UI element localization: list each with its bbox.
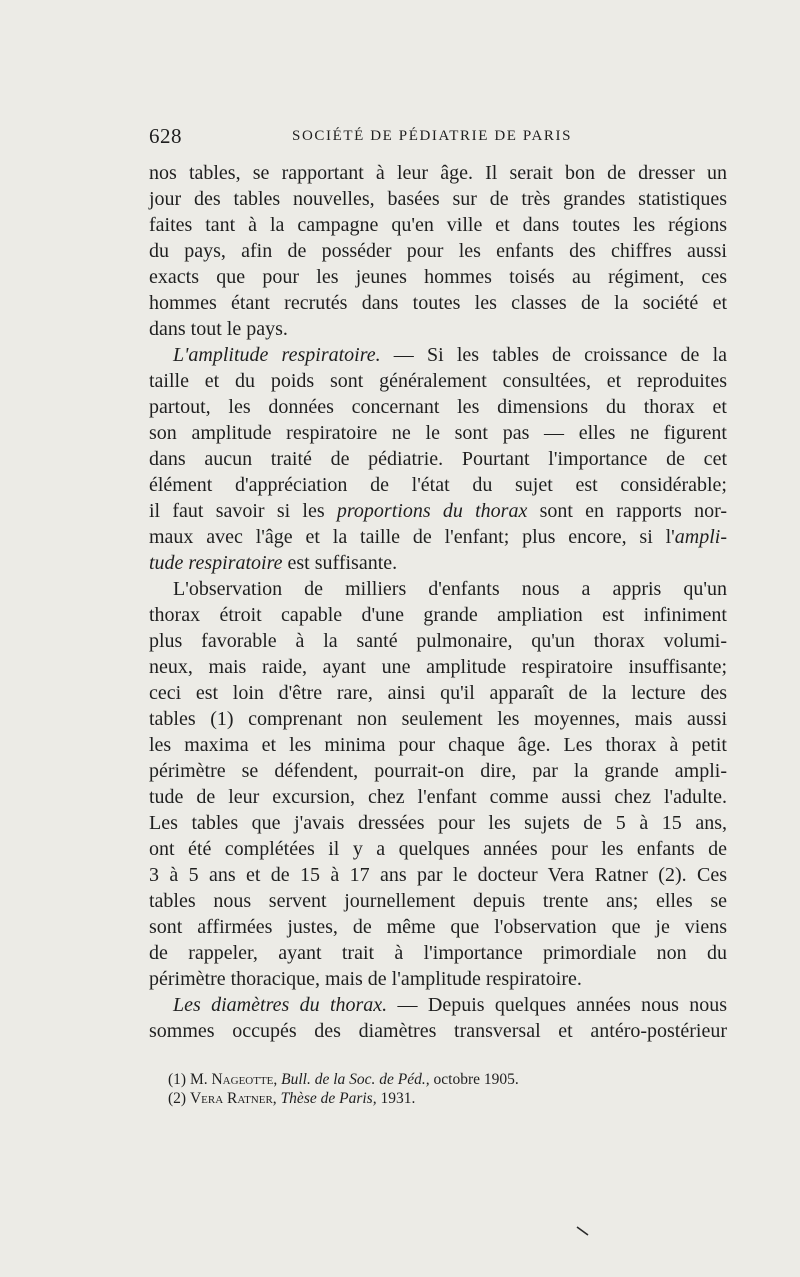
text-line: jour des tables nouvelles, basées sur de très grandes statistiques xyxy=(149,188,727,210)
text-fragment: — Si les tables de croissance de la xyxy=(380,344,727,366)
text-line: tude de leur excursion, chez l'enfant comme aussi chez l'adulte. xyxy=(149,786,727,808)
text-line: ceci est loin d'être rare, ainsi qu'il apparaît de la lecture des xyxy=(149,682,727,704)
text-fragment: maux avec l'âge et la taille de l'enfant; plus encore, si l' xyxy=(149,526,675,548)
footnote-rest: octobre 1905. xyxy=(429,1071,519,1088)
text-line: hommes étant recrutés dans toutes les classes de la société et xyxy=(149,292,727,314)
footnote-author: Vera Ratner, xyxy=(189,1090,277,1107)
italic-fragment: proportions du thorax xyxy=(336,500,528,522)
footnote-number: (2) xyxy=(168,1090,187,1107)
text-line: tables (1) comprenant non seulement les moyennes, mais aussi xyxy=(149,708,727,730)
text-fragment: est suffisante. xyxy=(282,552,398,574)
text-line: élément d'appréciation de l'état du sujet est considérable; xyxy=(149,474,727,496)
text-line: ont été complétées il y a quelques années pour les enfants de xyxy=(149,838,727,860)
text-line: de rappeler, ayant trait à l'importance primordiale non du xyxy=(149,942,727,964)
footnote xyxy=(168,1089,728,1108)
section-heading-line xyxy=(149,992,727,1018)
footnote-title: Bull. de la Soc. de Péd., xyxy=(281,1071,430,1088)
body-text xyxy=(149,160,727,1044)
section-heading: L'amplitude respiratoire. xyxy=(173,344,381,366)
text-fragment: sont en rapports nor- xyxy=(527,500,727,522)
text-fragment: il faut savoir si les xyxy=(149,500,337,522)
section-heading-line xyxy=(149,342,727,368)
text-fragment: — Depuis quelques années nous nous xyxy=(387,994,728,1016)
italic-fragment: tude respiratoire xyxy=(149,552,283,574)
text-line: les maxima et les minima pour chaque âge. Les thorax à petit xyxy=(149,734,727,756)
footnote-rest: 1931. xyxy=(376,1090,416,1107)
text-line xyxy=(149,550,727,576)
text-line: son amplitude respiratoire ne le sont pas — elles ne figurent xyxy=(149,422,727,444)
text-line: périmètre se défendent, pourrait-on dire, par la grande ampli- xyxy=(149,760,727,782)
print-mark-icon xyxy=(576,1226,590,1236)
page-number: 628 xyxy=(149,124,182,148)
text-line: 3 à 5 ans et de 15 à 17 ans par le docteur Vera Ratner (2). Ces xyxy=(149,864,727,886)
text-line: taille et du poids sont généralement consultées, et reproduites xyxy=(149,370,727,392)
text-line: sont affirmées justes, de même que l'observation que je viens xyxy=(149,916,727,938)
italic-fragment: ampli- xyxy=(674,526,727,548)
text-line: dans aucun traité de pédiatrie. Pourtant l'importance de cet xyxy=(149,448,727,470)
footnote-author: M. Nageotte, xyxy=(189,1071,278,1088)
text-line: nos tables, se rapportant à leur âge. Il serait bon de dresser un xyxy=(149,162,727,184)
text-line: Les tables que j'avais dressées pour les sujets de 5 à 15 ans, xyxy=(149,812,727,834)
text-line: sommes occupés des diamètres transversal et antéro-postérieur xyxy=(149,1020,727,1042)
running-head: SOCIÉTÉ DE PÉDIATRIE DE PARIS xyxy=(292,128,573,144)
footnote-number: (1) xyxy=(168,1071,187,1088)
text-line: partout, les données concernant les dimensions du thorax et xyxy=(149,396,727,418)
text-line: plus favorable à la santé pulmonaire, qu'un thorax volumi- xyxy=(149,630,727,652)
text-line xyxy=(149,498,727,524)
text-line: périmètre thoracique, mais de l'amplitude respiratoire. xyxy=(149,968,582,990)
section-heading: Les diamètres du thorax. xyxy=(173,994,388,1016)
text-line: exacts que pour les jeunes hommes toisés au régiment, ces xyxy=(149,266,727,288)
text-line: du pays, afin de posséder pour les enfants des chiffres aussi xyxy=(149,240,727,262)
text-line: tables nous servent journellement depuis trente ans; elles se xyxy=(149,890,727,912)
footnote-title: Thèse de Paris, xyxy=(280,1090,377,1107)
text-line: neux, mais raide, ayant une amplitude respiratoire insuffisante; xyxy=(149,656,727,678)
text-line: faites tant à la campagne qu'en ville et dans toutes les régions xyxy=(149,214,727,236)
footnotes xyxy=(168,1070,728,1108)
page-header xyxy=(149,124,727,150)
text-line: dans tout le pays. xyxy=(149,318,288,340)
text-line: L'observation de milliers d'enfants nous a appris qu'un xyxy=(173,578,727,600)
footnote xyxy=(168,1070,728,1089)
text-line xyxy=(149,524,727,550)
text-line: thorax étroit capable d'une grande ampliation est infiniment xyxy=(149,604,727,626)
